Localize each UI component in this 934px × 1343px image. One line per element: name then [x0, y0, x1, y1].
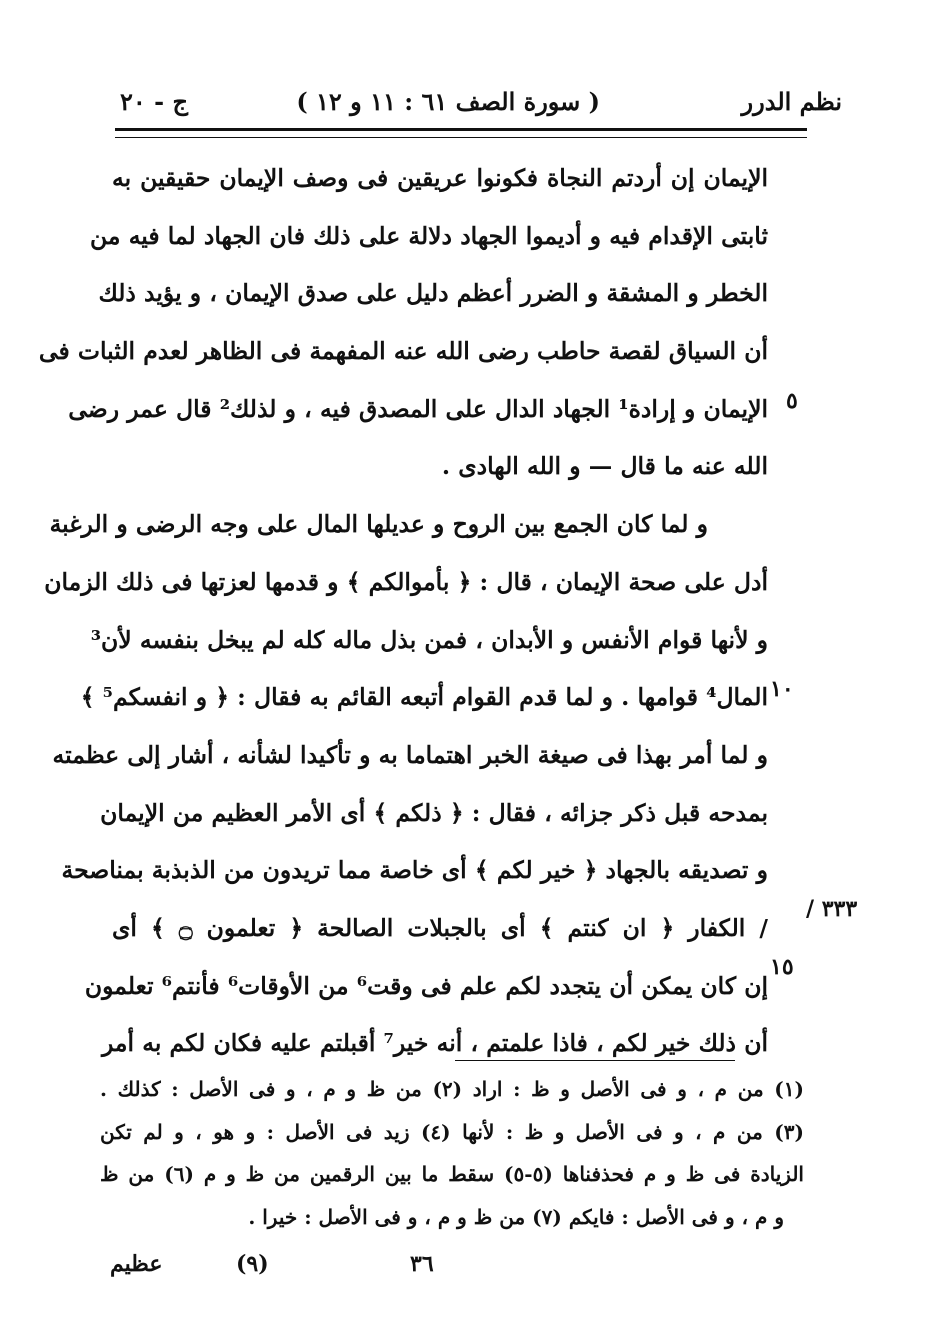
header-rule-thin — [115, 137, 807, 138]
text-line: و لما أمر بهذا فى صيغة الخبر اهتماما به و تأكيدا لشأنه ، أشار إلى عظمته — [52, 740, 768, 769]
text-line: و لأنها قوام الأنفس و الأبدان ، فمن بذل ماله كله لم يبخل بنفسه لأن³ — [90, 625, 768, 654]
footnote-line: و م ، و فى الأصل : فايكم (٧) من ظ و م ، و فى الأصل : خيرا . — [248, 1204, 784, 1229]
text-line: ثابتى الإقدام فيه و أديموا الجهاد دلالة على ذلك فان الجهاد لما فيه من — [90, 221, 768, 250]
footnote-line: الزيادة فى ظ و م فحذفناها (٥-٥) سقط ما بين الرقمين من ظ و م (٦) من ظ — [100, 1162, 804, 1186]
footnote-line: (٣) من م ، و فى الأصل و ظ : لأنها (٤) زيد فى الأصل : و هو ، و لم تكن — [100, 1119, 804, 1144]
text-line: الإيمان و إرادة¹ الجهاد الدال على المصدق فيه ، و لذلك² قال عمر رضى — [68, 394, 768, 423]
text-line: أن السياق لقصة حاطب رضى الله عنه المفهمة فى الظاهر لعدم الثبات فى — [38, 337, 768, 366]
text-line: الإيمان إن أردتم النجاة فكونوا عريقين فى وصف الإيمان حقيقين به — [112, 164, 768, 192]
signature-mark: (٩) — [236, 1251, 269, 1277]
running-header-surah-reference: ( سورة الصف ٦١ : ١١ و ١٢ ) — [296, 87, 600, 116]
line-number-10: ١٠ — [770, 676, 794, 702]
text-line: و تصديقه بالجهاد ﴿ خير لكم ﴾ أى خاصة مما تريدون من الذبذبة بمناصحة — [61, 856, 768, 885]
text-line: أدل على صحة الإيمان ، قال : ﴿ بأموالكم ﴾ و قدمها لعزتها فى ذلك الزمان — [44, 567, 768, 596]
line-number-15: ١٥ — [770, 954, 794, 980]
main-text — [38, 150, 768, 1073]
footnotes — [100, 1068, 804, 1238]
text-line: و لما كان الجمع بين الروح و عديلها المال على وجه الرضى و الرغبة — [49, 510, 708, 539]
text-line: بمدحه قبل ذكر جزائه ، فقال : ﴿ ذلكم ﴾ أى الأمر العظيم من الإيمان — [100, 798, 768, 827]
running-header-book-title: نظم الدرر — [741, 87, 842, 116]
text-line: أن ذلك خير لكم ، فاذا علمتم ، أنه خير⁷ أقبلتم عليه فكان لكم به أمر — [101, 1029, 768, 1058]
footnote-separator — [455, 1060, 735, 1061]
header-rule-thick — [115, 128, 807, 131]
manuscript-folio-note: ٣٣٣ / — [806, 896, 858, 922]
text-line: إن كان يمكن أن يتجدد لكم علم فى وقت⁶ من الأوقات⁶ فأنتم⁶ تعلمون — [84, 971, 768, 1000]
page-number: ٣٦ — [410, 1251, 434, 1277]
text-line: المال⁴ قوامها . و لما قدم القوام أتبعه القائم به فقال : ﴿ و انفسكم⁵ ﴾ — [80, 683, 768, 712]
text-line: الخطر و المشقة و الضرر أعظم دليل على صدق الإيمان ، و يؤيد ذلك — [98, 279, 768, 308]
line-number-5: ٥ — [786, 388, 798, 414]
running-header-volume: ج - ٢٠ — [120, 87, 188, 116]
text-line: / الكفار ﴿ ان كنتم ﴾ أى بالجبلات الصالحة ﴿ تعلمون ۝ ﴾ أى — [112, 913, 768, 942]
catchword: عظيم — [110, 1251, 163, 1277]
footnote-line: (١) من م ، و فى الأصل و ظ : اراد (٢) من ظ و م ، و فى الأصل : كذلك . — [100, 1077, 804, 1101]
text-line: الله عنه ما قال — و الله الهادى . — [441, 452, 768, 481]
